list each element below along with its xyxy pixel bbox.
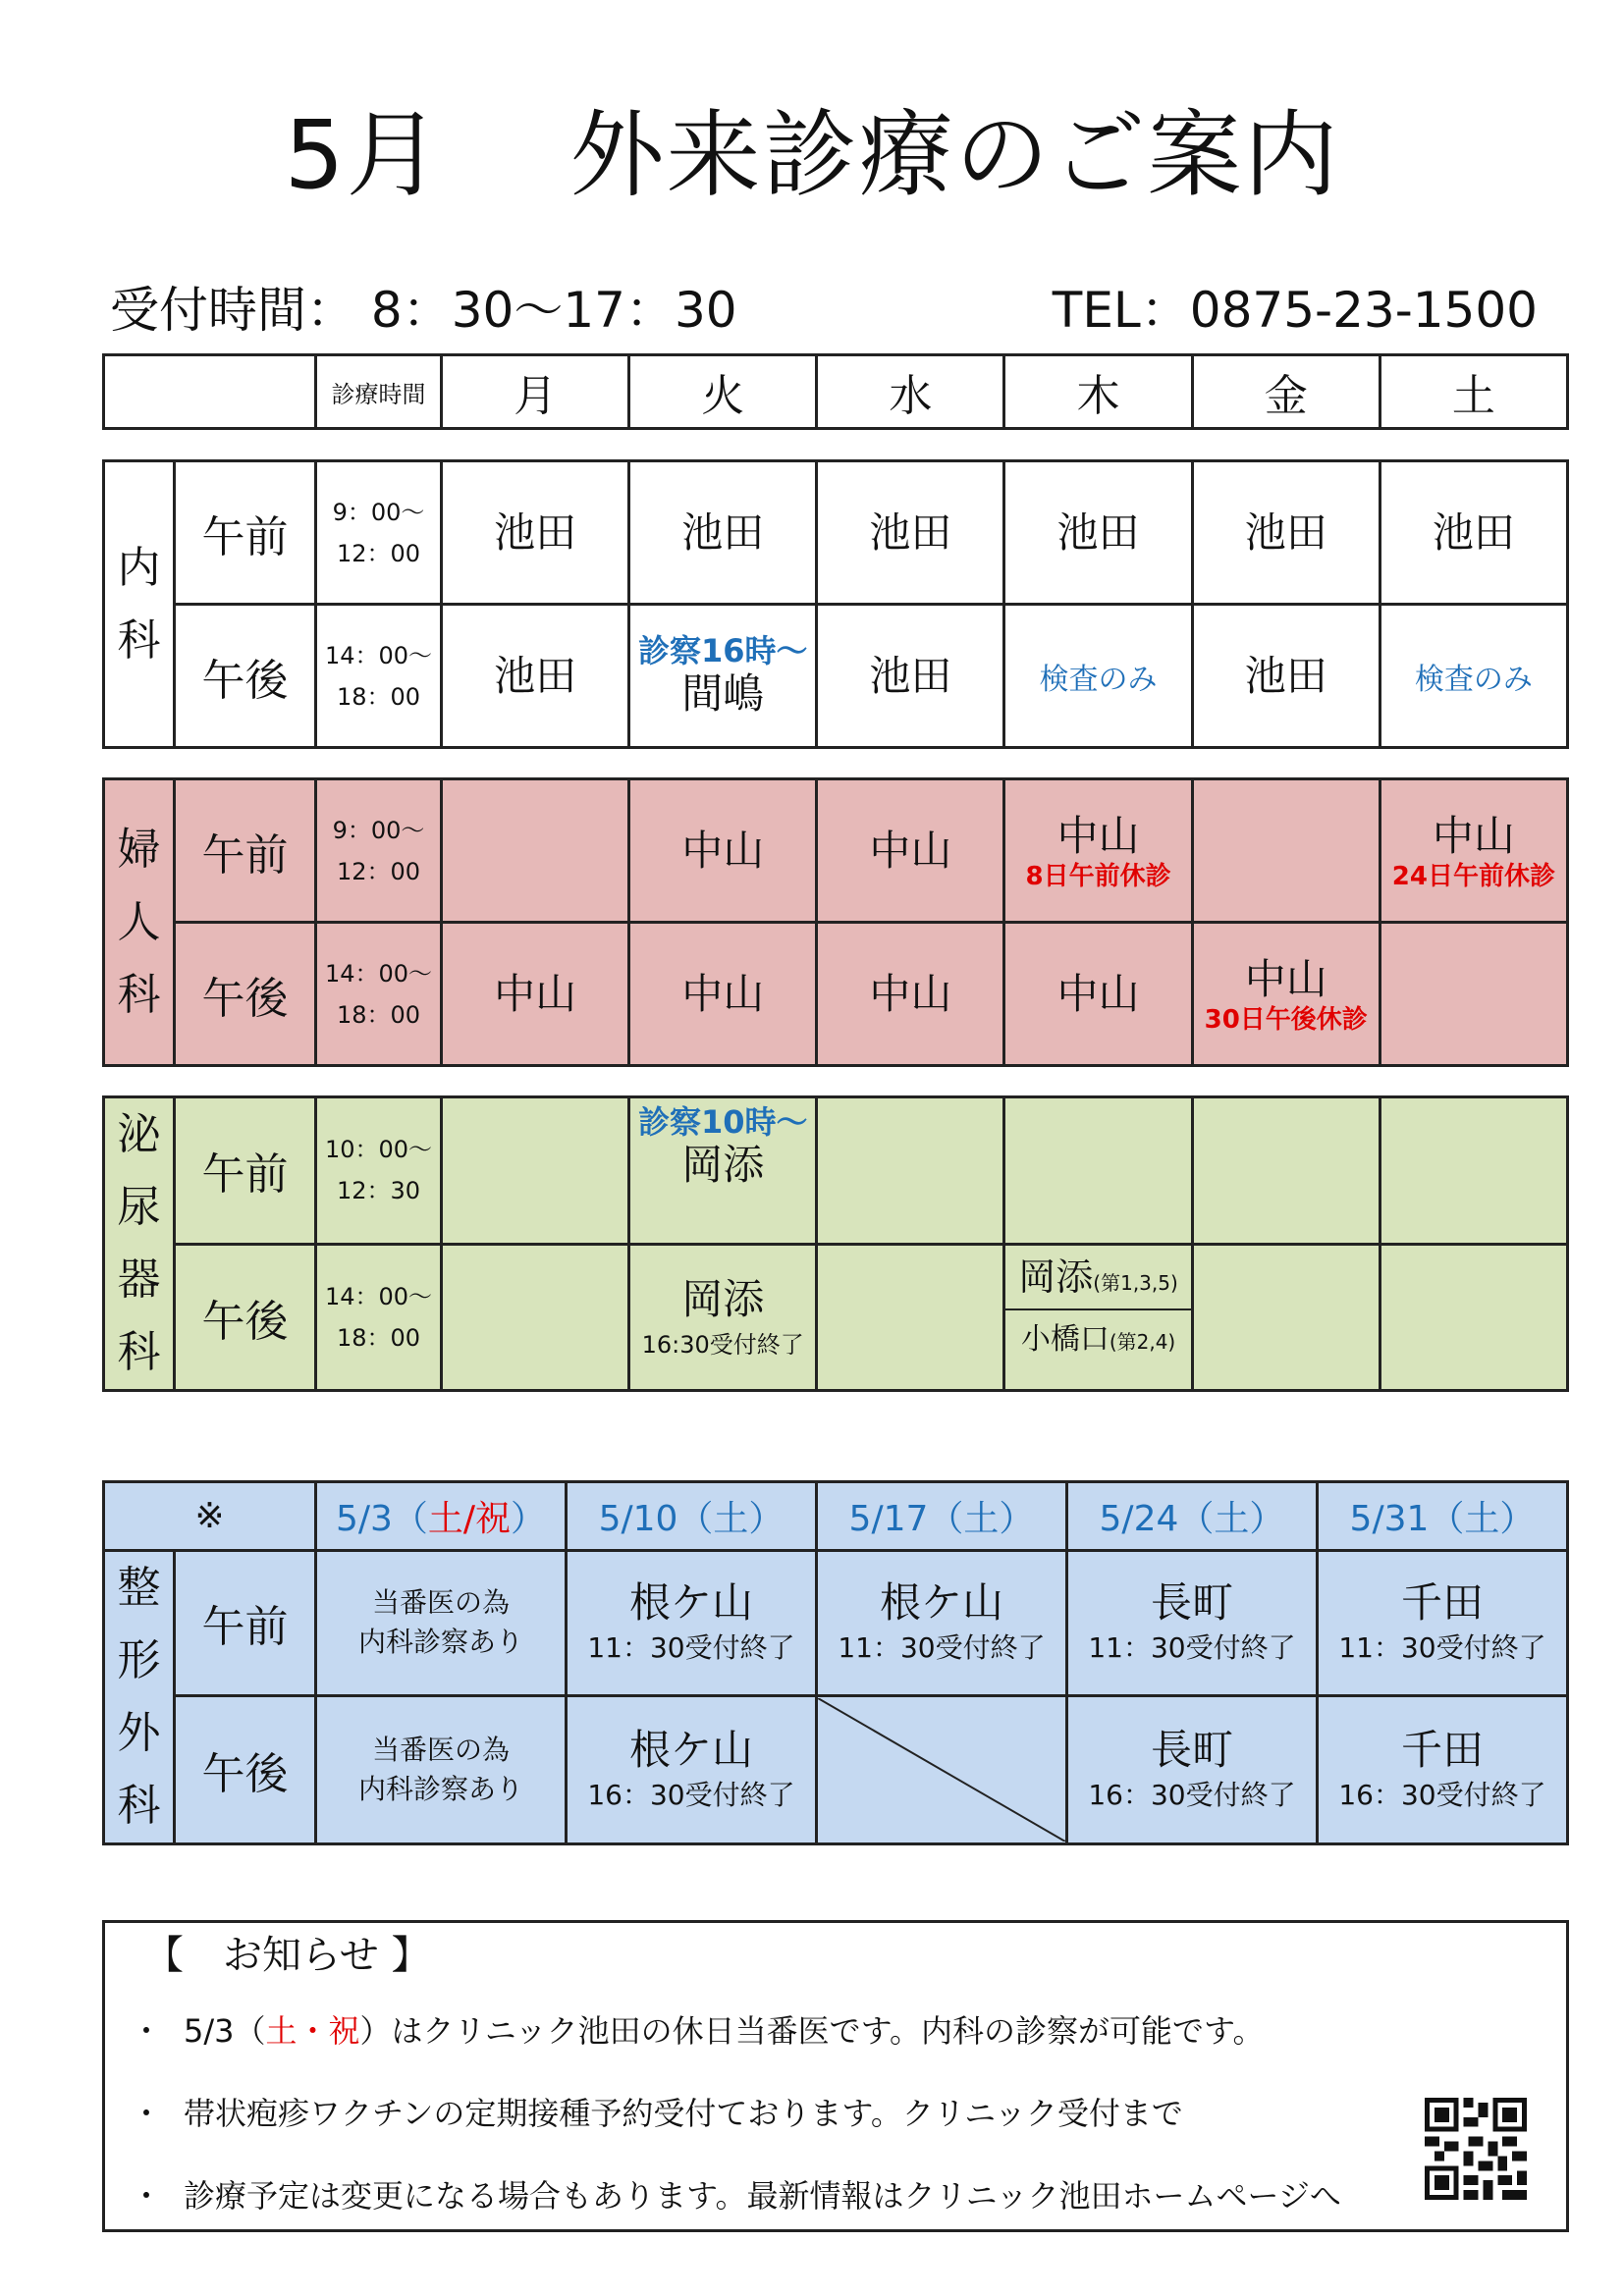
slot-doctor: 根ケ山 11：30受付終了 [567,1551,817,1696]
slot-split [1004,1244,1192,1391]
slot-doctor: 長町 11：30受付終了 [1066,1551,1317,1696]
slot-doctor: 中山 [1004,923,1192,1066]
notice-title: 【 お知らせ 】 [144,1933,431,1978]
slot-empty [1380,923,1567,1066]
slot-doctor-top: 岡添(第1,3,5) [1005,1246,1190,1310]
slot-note: 16:30受付終了 [641,1331,804,1360]
slot-doctor: 池田 [442,461,629,605]
slot-doctor: 中山 [629,779,817,923]
slot-empty [442,779,629,923]
slot-exam-only: 検査のみ [1380,605,1567,748]
slot-doctor: 中山 [629,923,817,1066]
slot-doctor-bottom: 小橋口(第2,4) [1020,1321,1176,1357]
reception-hours: 受付時間： 8：30～17：30 [110,282,737,339]
period-pm: 午後 [175,605,316,748]
hinyo-table [102,1095,1569,1392]
header-day: 木 [1004,355,1192,429]
period-am: 午前 [175,779,316,923]
slot-empty [1192,1244,1380,1391]
slot-doctor: 千田 16：30受付終了 [1317,1695,1567,1843]
slot-doctor: 診察16時～ 間嶋 [629,605,817,748]
title-month: 5月 [284,100,443,210]
page-title [0,96,1624,214]
slot-empty [817,1097,1004,1245]
period-am: 午前 [175,1551,316,1696]
slot-doctor: 中山 [817,779,1004,923]
slot-doctor: 池田 [817,605,1004,748]
day-header-table [102,353,1569,430]
dept-fujin: 婦 人 科 [104,779,175,1066]
dept-seikei: 整 形 外 科 [104,1551,175,1844]
diagonal-slash [818,1698,1065,1842]
time-range: 14：00～ 18：00 [316,605,442,748]
time-range: 9：00～ 12：00 [316,461,442,605]
slot-duty: 当番医の為 内科診察あり [316,1551,567,1696]
slot-doctor: 池田 [442,605,629,748]
slot-doctor: 根ケ山 11：30受付終了 [816,1551,1066,1696]
notice-line: ・ 5/3（土・祝）はクリニック池田の休日当番医です。内科の診察が可能です。 [131,2012,1265,2050]
time-range: 9：00～ 12：00 [316,779,442,923]
period-pm: 午後 [175,1244,316,1391]
slot-note: 30日午後休診 [1204,1004,1368,1035]
slot-doctor: 中山 24日午前休診 [1380,779,1567,923]
slot-empty [442,1097,629,1245]
seikei-table [102,1480,1569,1845]
dept-naika: 内 科 [104,461,175,748]
slot-empty [1004,1097,1192,1245]
notice-line: ・ 帯状疱疹ワクチンの定期接種予約受付ております。クリニック受付まで [131,2095,1183,2132]
header-day: 金 [1192,355,1380,429]
slot-doctor: 中山 30日午後休診 [1192,923,1380,1066]
header-blank [104,355,316,429]
slot-doctor: 池田 [1380,461,1567,605]
period-am: 午前 [175,1097,316,1245]
period-pm: 午後 [175,923,316,1066]
slot-note: 診察10時～ [637,1103,808,1141]
ortho-mark: ※ [104,1482,316,1551]
time-range: 10：00～ 12：30 [316,1097,442,1245]
header-time-label: 診療時間 [316,355,442,429]
slot-closed [816,1695,1066,1843]
slot-doctor: 中山 [817,923,1004,1066]
slot-empty [1192,1097,1380,1245]
slot-doctor: 池田 [1192,461,1380,605]
header-day: 月 [442,355,629,429]
period-pm: 午後 [175,1695,316,1843]
slot-note: 8日午前休診 [1025,861,1171,891]
notice-box [102,1920,1569,2232]
naika-table [102,459,1569,749]
slot-note: 24日午前休診 [1391,861,1555,891]
slot-empty [1380,1244,1567,1391]
time-range: 14：00～ 18：00 [316,1244,442,1391]
slot-doctor: 診察10時～ 岡添 [629,1097,817,1245]
slot-doctor: 池田 [1192,605,1380,748]
qr-code-icon[interactable] [1425,2098,1527,2200]
slot-empty [817,1244,1004,1391]
fujin-table [102,777,1569,1067]
header-day: 水 [817,355,1004,429]
slot-doctor: 中山 [442,923,629,1066]
slot-doctor: 池田 [629,461,817,605]
dept-hinyo: 泌 尿 器 科 [104,1097,175,1391]
slot-doctor: 池田 [817,461,1004,605]
ortho-date: 5/24（土） [1066,1482,1317,1551]
ortho-date: 5/31（土） [1317,1482,1567,1551]
slot-doctor: 岡添 16:30受付終了 [629,1244,817,1391]
slot-empty [442,1244,629,1391]
time-range: 14：00～ 18：00 [316,923,442,1066]
slot-doctor: 根ケ山 16：30受付終了 [567,1695,817,1843]
slot-doctor: 中山 8日午前休診 [1004,779,1192,923]
slot-doctor: 長町 16：30受付終了 [1066,1695,1317,1843]
notice-line: ・ 診療予定は変更になる場合もあります。最新情報はクリニック池田ホームページへ [131,2177,1341,2215]
ortho-date: 5/10（土） [567,1482,817,1551]
slot-doctor: 池田 [1004,461,1192,605]
slot-doctor: 千田 11：30受付終了 [1317,1551,1567,1696]
slot-duty: 当番医の為 内科診察あり [316,1695,567,1843]
slot-empty [1192,779,1380,923]
header-day: 土 [1380,355,1567,429]
telephone: TEL：0875-23-1500 [1052,282,1538,339]
slot-empty [1380,1097,1567,1245]
ortho-date: 5/17（土） [816,1482,1066,1551]
slot-exam-only: 検査のみ [1004,605,1192,748]
ortho-date: 5/3（土/祝） [316,1482,567,1551]
slot-note: 診察16時～ [637,631,808,669]
period-am: 午前 [175,461,316,605]
header-day: 火 [629,355,817,429]
title-main: 外来診療のご案内 [569,100,1340,210]
